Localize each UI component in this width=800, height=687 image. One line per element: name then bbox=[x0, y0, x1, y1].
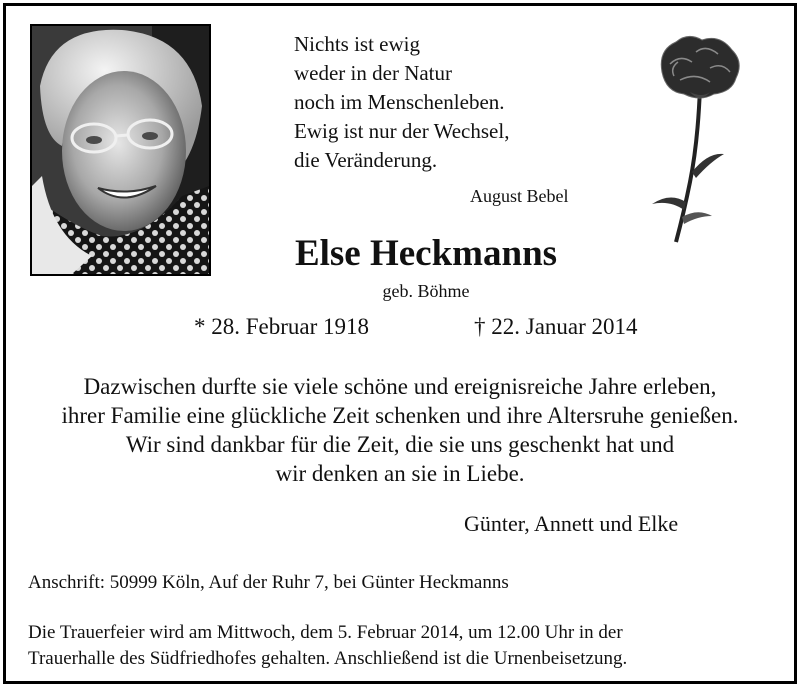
memorial-message bbox=[6, 372, 794, 488]
funeral-notice bbox=[28, 620, 627, 672]
poem-line: Nichts ist ewig bbox=[294, 32, 420, 56]
poem-line: die Veränderung. bbox=[294, 148, 438, 172]
message-line: wir denken an sie in Liebe. bbox=[275, 461, 525, 486]
carnation-icon bbox=[640, 32, 750, 252]
poem-line: noch im Menschenleben. bbox=[294, 90, 505, 114]
birth-name: geb. Böhme bbox=[382, 281, 470, 301]
message-line: Dazwischen durfte sie viele schöne und ereignisreiche Jahre erleben, bbox=[83, 374, 717, 399]
message-line: Wir sind dankbar für die Zeit, die sie uns geschenkt hat und bbox=[125, 432, 675, 457]
address: Anschrift: 50999 Köln, Auf der Ruhr 7, bei Günter Heckmanns bbox=[28, 572, 509, 593]
poem-line: weder in der Natur bbox=[294, 61, 453, 85]
obituary-frame bbox=[3, 3, 797, 684]
funeral-line: Die Trauerfeier wird am Mittwoch, dem 5. Februar 2014, um 12.00 Uhr in der bbox=[28, 622, 623, 643]
poem-line: Ewig ist nur der Wechsel, bbox=[294, 119, 510, 143]
signers: Günter, Annett und Elke bbox=[464, 511, 679, 536]
poem-author: August Bebel bbox=[470, 186, 569, 206]
funeral-line: Trauerhalle des Südfriedhofes gehalten. Anschließend ist die Urnenbeisetzung. bbox=[28, 648, 628, 669]
message-line: ihrer Familie eine glückliche Zeit schenken und ihre Altersruhe genießen. bbox=[61, 403, 739, 428]
death-date: † 22. Januar 2014 bbox=[474, 314, 638, 339]
poem bbox=[294, 30, 594, 175]
birth-date: * 28. Februar 1918 bbox=[194, 314, 370, 339]
deceased-name: Else Heckmanns bbox=[294, 233, 558, 274]
